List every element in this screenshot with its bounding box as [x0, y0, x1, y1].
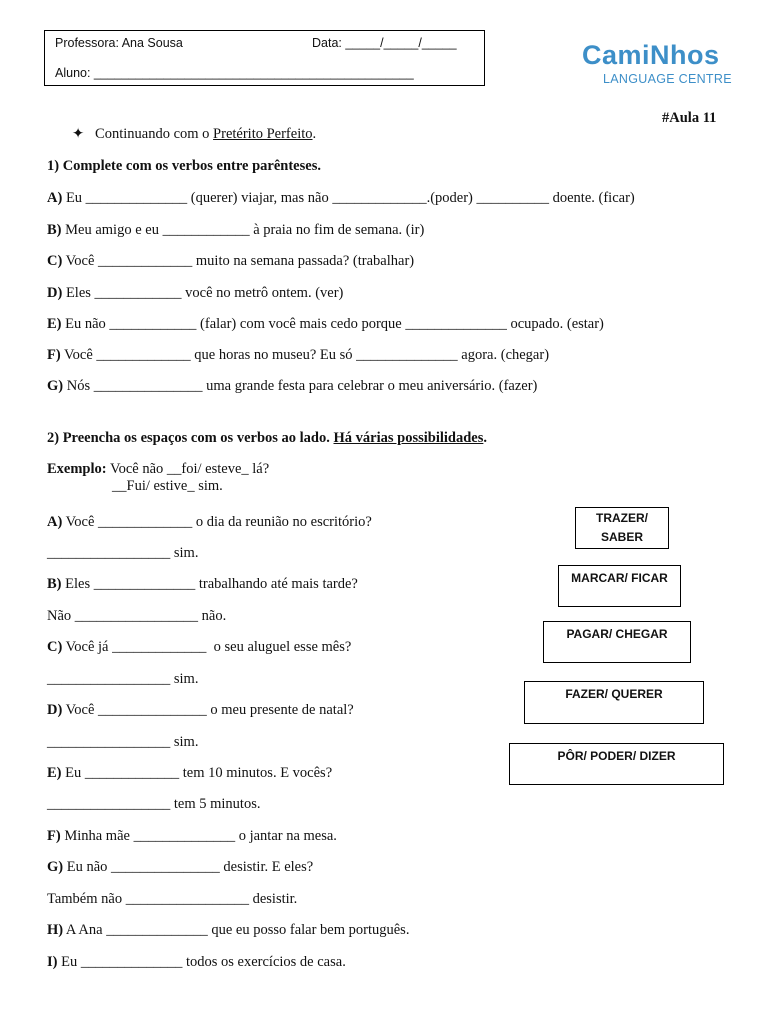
- lesson-number: #Aula 11: [662, 110, 717, 126]
- logo-wordmark: CamiNhos: [582, 40, 720, 70]
- item-letter: I): [47, 954, 58, 970]
- item-text: Eu não _______________ desistir. E eles?: [63, 859, 314, 875]
- list-item: [47, 828, 337, 845]
- item-letter: E): [47, 316, 62, 332]
- item-text: Minha mãe ______________ o jantar na mesa.: [60, 828, 337, 844]
- item-text: _________________ sim.: [47, 671, 199, 687]
- student-field: Aluno: ______________________________________________: [55, 66, 414, 80]
- item-letter: C): [47, 253, 63, 269]
- verb-box-line: PAGAR/ CHEGAR: [566, 627, 668, 641]
- intro-line: [72, 126, 316, 143]
- item-text: Você _____________ que horas no museu? Eu só ______________ agora. (chegar): [60, 347, 550, 363]
- list-item: [47, 796, 260, 813]
- list-item: [47, 765, 332, 782]
- item-letter: D): [47, 285, 63, 301]
- item-text: Meu amigo e eu ____________ à praia no fim de semana. (ir): [61, 222, 425, 238]
- list-item: [47, 285, 343, 302]
- verb-box-pagar-chegar: [543, 621, 691, 663]
- example-text-a: Você não: [106, 461, 167, 477]
- list-item: [47, 922, 409, 939]
- list-item: [47, 702, 354, 719]
- verb-box-por-poder-dizer: [509, 743, 724, 785]
- item-letter: A): [47, 190, 63, 206]
- item-letter: A): [47, 514, 63, 530]
- star-bullet-icon: ✦: [72, 126, 85, 142]
- example-line-1: [47, 461, 269, 478]
- verb-box-fazer-querer: [524, 681, 704, 724]
- item-text: Você _______________ o meu presente de natal?: [62, 702, 354, 718]
- list-item: [47, 347, 549, 364]
- item-letter: G): [47, 378, 64, 394]
- item-letter: D): [47, 702, 63, 718]
- item-text: _________________ sim.: [47, 545, 199, 561]
- item-text: Eu ______________ (querer) viajar, mas não _____________.(poder) __________ doente. (ficar): [62, 190, 635, 206]
- example-line-2: [112, 478, 223, 495]
- item-text: Não _________________ não.: [47, 608, 227, 624]
- intro-end: .: [312, 126, 317, 142]
- verb-box-line: SABER: [600, 530, 643, 544]
- item-text: Nós _______________ uma grande festa para celebrar o meu aniversário. (fazer): [63, 378, 538, 394]
- list-item: [47, 859, 313, 876]
- list-item: [47, 576, 358, 593]
- list-item: [47, 222, 424, 239]
- section2-title-emph: Há várias possibilidades: [333, 430, 484, 446]
- list-item: [47, 253, 414, 270]
- item-letter: C): [47, 639, 63, 655]
- item-text: Eu não ____________ (falar) com você mais cedo porque ______________ ocupado. (estar): [61, 316, 604, 332]
- section1-title: 1) Complete com os verbos entre parênteses.: [47, 158, 321, 174]
- intro-topic: Pretérito Perfeito: [213, 126, 313, 142]
- item-text: Eles ______________ trabalhando até mais tarde?: [61, 576, 358, 592]
- example-label: Exemplo:: [47, 461, 107, 477]
- list-item: [47, 545, 198, 562]
- item-text: A Ana ______________ que eu posso falar bem português.: [63, 922, 410, 938]
- list-item: [47, 671, 198, 688]
- list-item: [47, 954, 346, 971]
- list-item: [47, 514, 372, 531]
- item-letter: F): [47, 828, 61, 844]
- list-item: [47, 190, 635, 207]
- list-item: [47, 608, 226, 625]
- item-text: Você _____________ o dia da reunião no escritório?: [62, 514, 372, 530]
- item-text: Eles ____________ você no metrô ontem. (ver): [62, 285, 344, 301]
- verb-box-marcar-ficar: [558, 565, 681, 607]
- item-text: Você já _____________ o seu aluguel esse mês?: [62, 639, 352, 655]
- list-item: [47, 734, 198, 751]
- list-item: [47, 891, 297, 908]
- list-item: [47, 316, 604, 333]
- item-text: Também não _________________ desistir.: [47, 891, 298, 907]
- item-letter: B): [47, 576, 62, 592]
- item-text: Eu _____________ tem 10 minutos. E vocês?: [61, 765, 333, 781]
- example-text-c: sim.: [194, 478, 223, 494]
- list-item: [47, 378, 537, 395]
- section2-title-end: .: [483, 430, 487, 446]
- example-answer-2: __Fui/ estive_: [112, 478, 195, 494]
- verb-box-line: TRAZER/: [596, 511, 648, 525]
- example-text-b: lá?: [248, 461, 270, 477]
- section2-title: [47, 430, 487, 447]
- verb-box-trazer-saber: [575, 507, 669, 549]
- item-letter: B): [47, 222, 62, 238]
- item-letter: G): [47, 859, 64, 875]
- intro-text: Continuando com o: [95, 126, 214, 142]
- verb-box-line: FAZER/ QUERER: [565, 687, 663, 701]
- header-box: [44, 30, 485, 86]
- date-field: Data: _____/_____/_____: [312, 36, 457, 50]
- item-text: Você _____________ muito na semana passada? (trabalhar): [62, 253, 415, 269]
- item-letter: E): [47, 765, 62, 781]
- item-text: _________________ sim.: [47, 734, 199, 750]
- logo-subtitle: LANGUAGE CENTRE: [603, 72, 732, 86]
- item-letter: H): [47, 922, 64, 938]
- item-text: _________________ tem 5 minutos.: [47, 796, 261, 812]
- verb-box-line: MARCAR/ FICAR: [571, 571, 668, 585]
- item-letter: F): [47, 347, 61, 363]
- example-answer-1: __foi/ esteve_: [166, 461, 249, 477]
- verb-box-line: PÔR/ PODER/ DIZER: [557, 749, 676, 763]
- item-text: Eu ______________ todos os exercícios de casa.: [57, 954, 346, 970]
- list-item: [47, 639, 351, 656]
- section2-title-start: 2) Preencha os espaços com os verbos ao lado.: [47, 430, 334, 446]
- teacher-label: Professora: Ana Sousa: [55, 36, 183, 50]
